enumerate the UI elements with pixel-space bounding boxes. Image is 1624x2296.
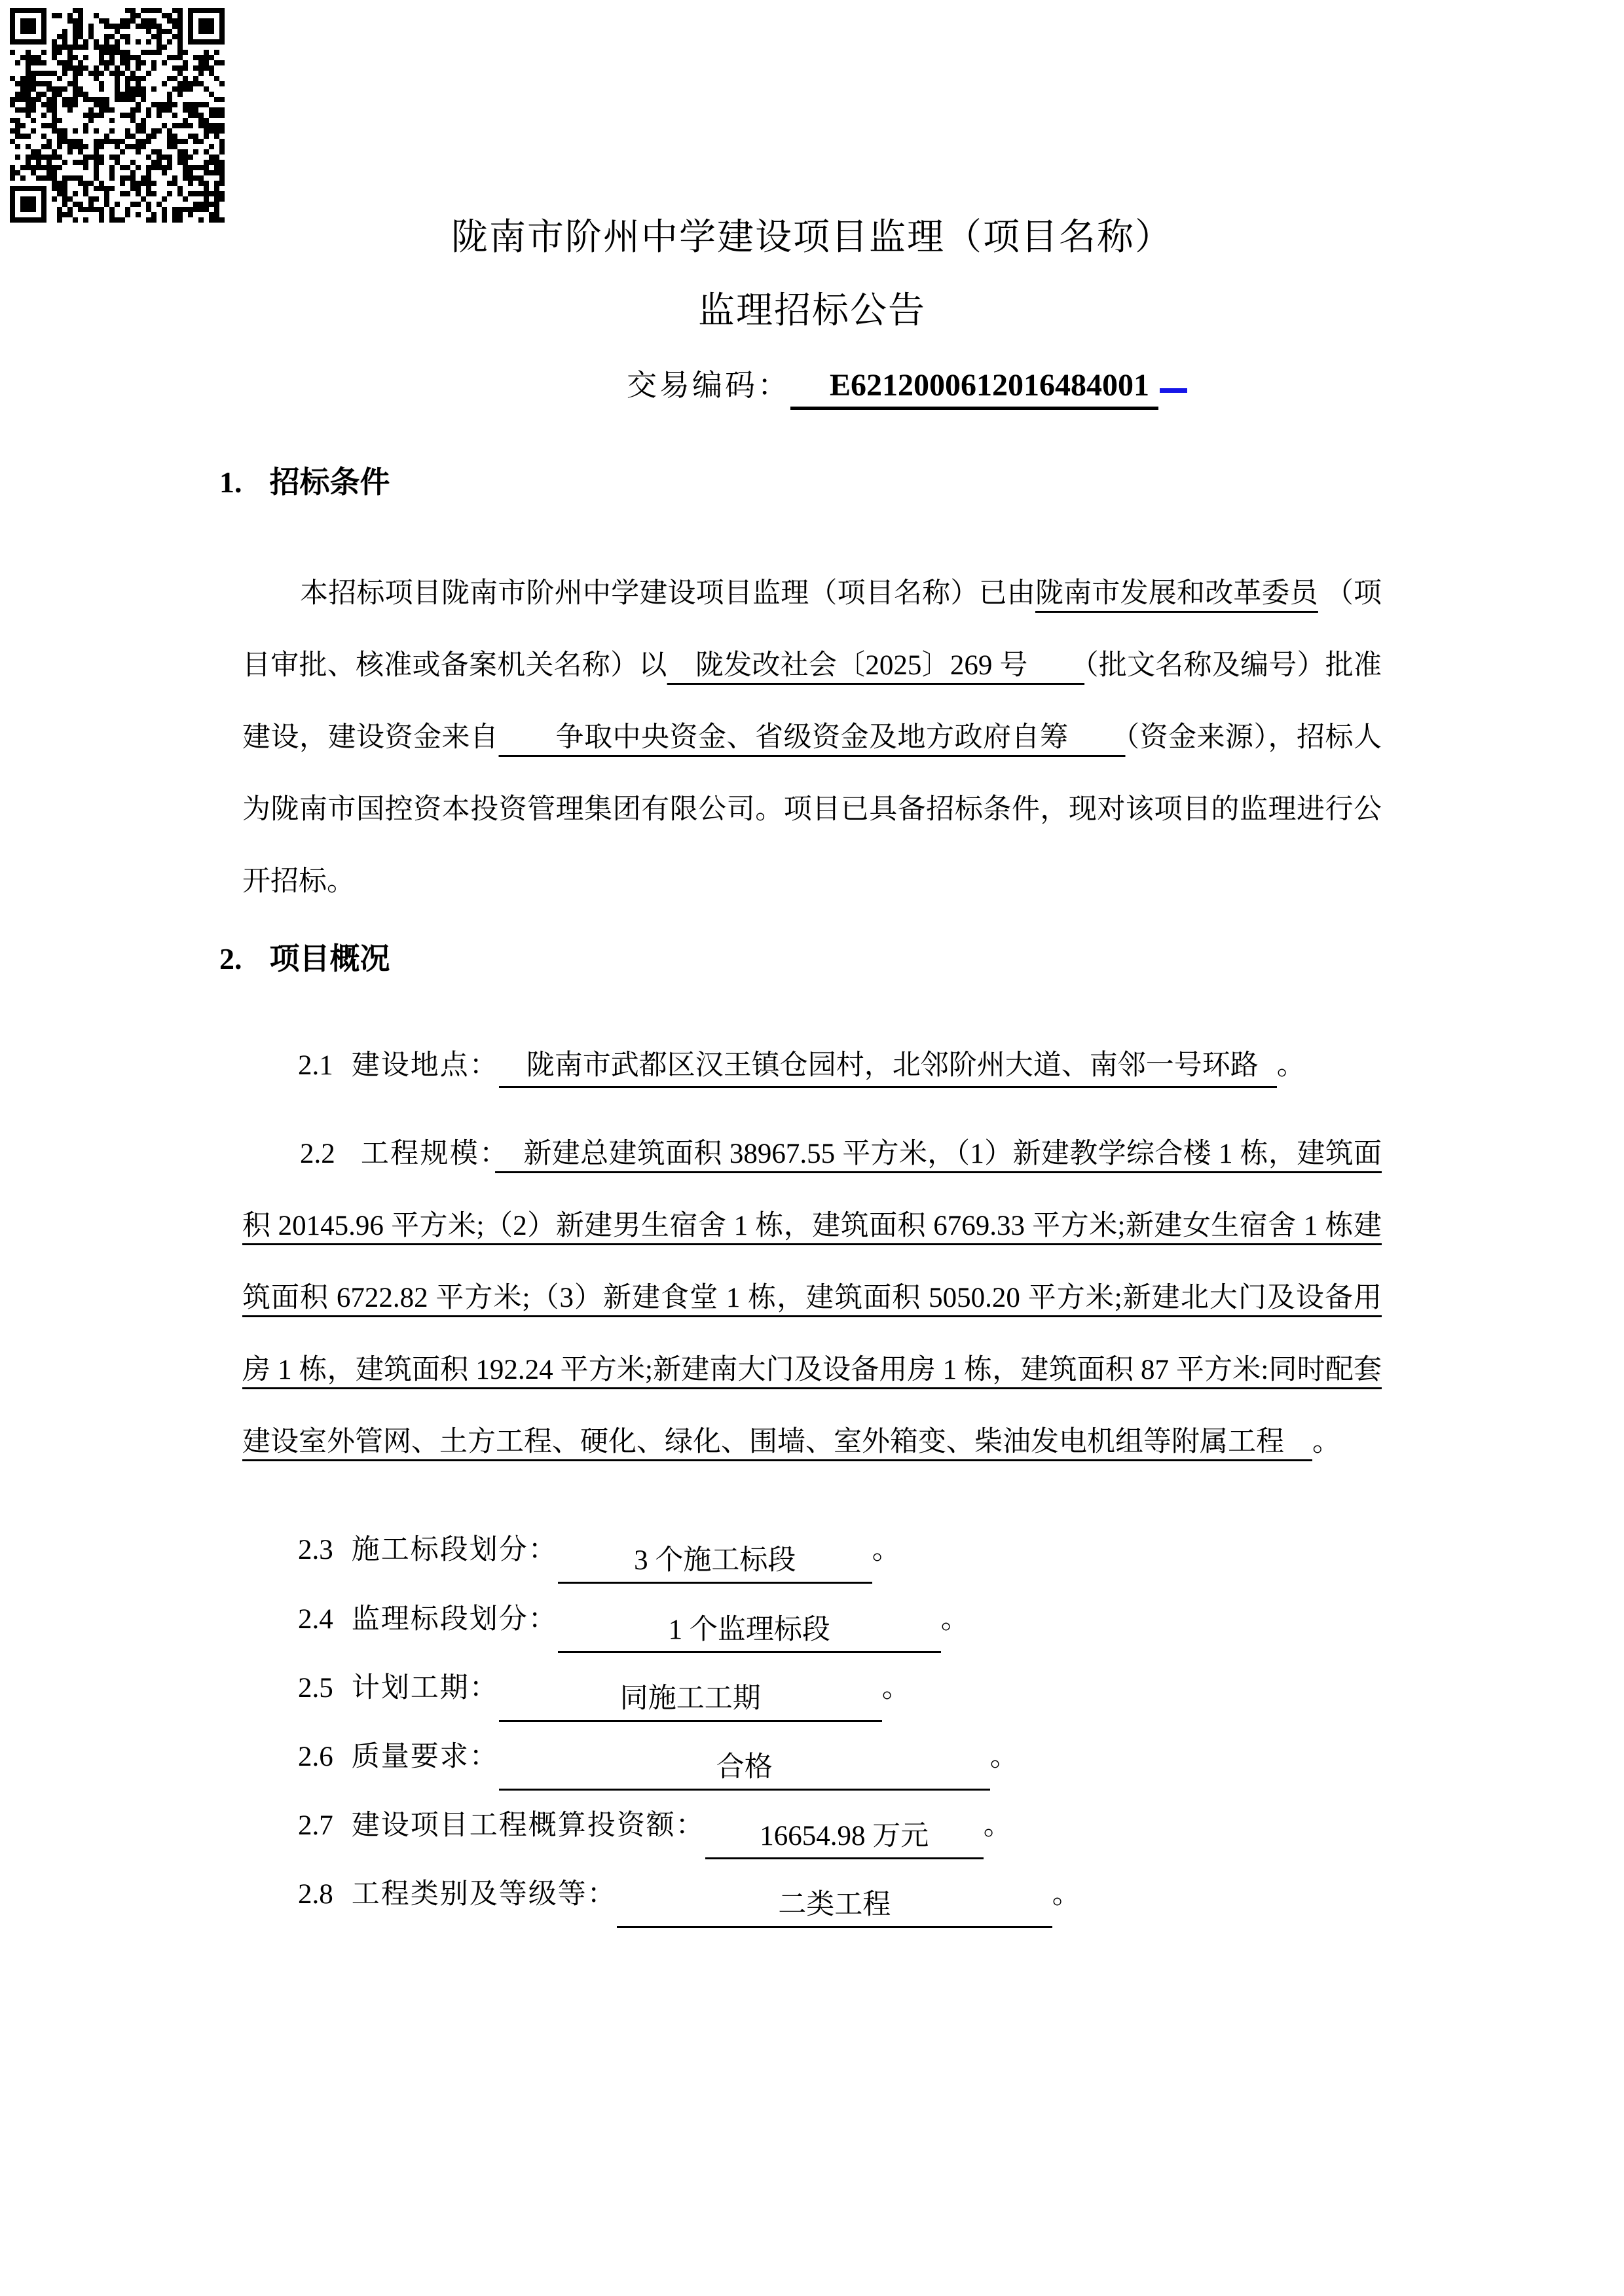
text-segment: 本招标项目陇南市阶州中学建设项目监理（项目名称）已由 — [300, 578, 1035, 609]
item-construction-sections — [298, 1531, 900, 1584]
section2-heading-text: 项目概况 — [269, 942, 390, 975]
item-planned-duration — [298, 1669, 910, 1722]
section1-heading-text: 招标条件 — [269, 465, 390, 499]
section1-number: 1. — [219, 465, 242, 499]
section1-heading — [219, 458, 390, 501]
item-supervision-sections — [298, 1600, 969, 1653]
item-value: 二类工程 — [778, 1889, 891, 1920]
item-number: 2.5 — [298, 1673, 333, 1704]
document-title-line2: 监理招标公告 — [698, 291, 926, 331]
item-label: 监理标段划分： — [351, 1604, 558, 1635]
item-value-blank — [499, 1749, 990, 1791]
item-value-blank — [705, 1818, 984, 1859]
item-label: 施工标段划分： — [351, 1535, 558, 1565]
item-value: 3 个施工标段 — [634, 1545, 796, 1576]
item-value: 1 个监理标段 — [668, 1614, 830, 1645]
item-estimated-investment — [298, 1806, 1012, 1859]
item-label: 建设项目工程概算投资额： — [351, 1810, 705, 1841]
transaction-code-label: 交易编码： — [626, 369, 790, 402]
section2-number: 2. — [219, 942, 242, 975]
underlined-text-segment: 争取中央资金、省级资金及地方政府自筹 — [498, 722, 1126, 753]
item-construction-site — [298, 1046, 1305, 1085]
item-label: 建设地点： — [351, 1050, 499, 1081]
item-value-blank — [617, 1887, 1052, 1928]
item-period: 。 — [872, 1535, 900, 1565]
item-number: 2.4 — [298, 1604, 333, 1635]
transaction-code-value: E6212000612016484001 — [790, 369, 1158, 410]
item-period: 。 — [881, 1673, 910, 1704]
item-value-blank — [558, 1612, 941, 1653]
item-label: 质量要求： — [351, 1741, 499, 1772]
item-value: 同施工工期 — [619, 1683, 761, 1714]
text-segment: （批文名称及编号）批准建设，建设资金来自 — [242, 650, 1382, 753]
item-quality-requirement — [298, 1738, 1018, 1791]
qr-code-image — [10, 8, 225, 223]
item-value-blank: 新建总建筑面积 38967.55 平方米，（1）新建教学综合楼 1 栋，建筑面积 20145.96 平方米;（2）新建男生宿舍 1 栋，建筑面积 6769.33 平方米;新建女生宿舍 1 栋建筑面积 6722.82 平方米;（3）新建食堂 1 栋，建筑面积 5050.20 平方米;新建北大门及设备用房 1 栋，建筑面积 192.24 平方米;新建南大门及设备用房 1 栋，建筑面积 87 平方米:同时配套建设室外管网、土方工程、硬化、绿化、围墙、室外箱变、柴油发电机组等附属工程 — [242, 1139, 1382, 1457]
item-project-category — [298, 1875, 1080, 1928]
item-value-blank: 陇南市武都区汉王镇仓园村，北邻阶州大道、南邻一号环路 — [499, 1050, 1277, 1088]
item-label: 计划工期： — [351, 1673, 499, 1704]
item-period: 。 — [989, 1741, 1018, 1772]
item-number: 2.1 — [298, 1050, 333, 1081]
item-period: 。 — [1276, 1050, 1305, 1081]
item-label: 工程类别及等级等： — [351, 1879, 617, 1910]
text-segment: （资金来源），招标人为陇南市国控资本投资管理集团有限公司。项目已具备招标条件，现对该项目的监理进行公开招标。 — [242, 722, 1382, 897]
transaction-code-line — [242, 361, 1382, 410]
item-value-blank — [499, 1681, 882, 1722]
item-number: 2.2 — [300, 1139, 335, 1169]
item-period: 。 — [1312, 1427, 1340, 1457]
item-number: 2.6 — [298, 1741, 333, 1772]
item-value: 16654.98 万元 — [760, 1821, 929, 1851]
item-number: 2.8 — [298, 1879, 333, 1910]
document-title-line1: 陇南市阶州中学建设项目监理（项目名称） — [451, 217, 1173, 258]
underlined-text-segment: 陇南市发展和改革委员 — [1035, 578, 1318, 609]
item-value-blank — [558, 1542, 872, 1584]
item-period: 。 — [940, 1604, 969, 1635]
item-value: 合格 — [716, 1752, 773, 1783]
item-period: 。 — [983, 1810, 1012, 1841]
blue-underline-mark — [1160, 388, 1187, 393]
underlined-text-segment: 陇发改社会〔2025〕269 号 — [667, 650, 1085, 681]
section1-paragraph — [242, 558, 1382, 918]
item-period: 。 — [1052, 1879, 1080, 1910]
item-number: 2.7 — [298, 1810, 333, 1841]
text-segment: （项目审批、核准或备案机关名称）以 — [242, 578, 1382, 681]
section2-heading — [219, 935, 390, 978]
item-label: 工程规模： — [360, 1139, 496, 1169]
item-project-scale — [242, 1118, 1382, 1478]
item-number: 2.3 — [298, 1535, 333, 1565]
